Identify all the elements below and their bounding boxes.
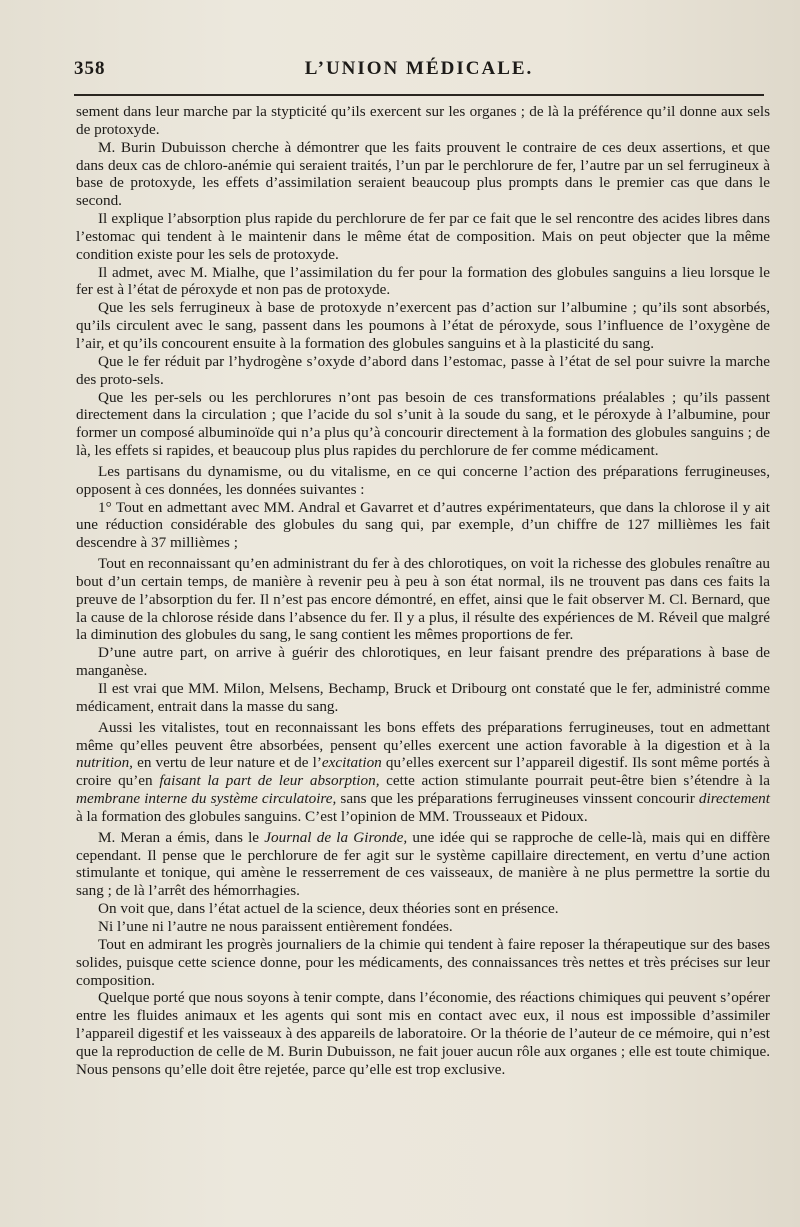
paragraph: [76, 389, 770, 460]
paragraph-text: Ni l’une ni l’autre ne nous paraissent entièrement fondées.: [98, 917, 453, 935]
paragraph: [76, 353, 770, 389]
italic-text: Journal de la Gironde,: [264, 828, 408, 846]
italic-text: faisant la part de leur absorption,: [159, 772, 380, 790]
paragraph: [76, 829, 770, 900]
paragraph-text: Tout en reconnaissant qu’en administrant du fer à des chlorotiques, on voit la richesse des globules renaître au bout d’un certain temps, de manière à revenir peu à peu à son état normal, ils ne trouvent pas dans ces faits la preuve de l’absorption du fer. Il n’est pas encore démontré, en effet, ainsi que le fait observer M. Cl. Bernard, que la cause de la chlorose réside dans l’absence du fer. Il y a plus, il résulte des expériences de M. Réveil que malgré la diminution des globules du sang, le sang contient les mêmes proportions de fer.: [76, 555, 770, 644]
paragraph: [76, 499, 770, 553]
paragraph-text: Il admet, avec M. Mialhe, que l’assimilation du fer pour la formation des globules sanguins a lieu lorsque le fer est à l’état de péroxyde et non pas de protoxyde.: [76, 263, 770, 299]
paragraph-text: sans que les préparations ferrugineuses vinssent concourir: [336, 790, 699, 808]
paragraph: [76, 299, 770, 353]
paragraph: [76, 989, 770, 1078]
body-text: [76, 103, 770, 1079]
paragraph-text: 1° Tout en admettant avec MM. Andral et Gavarret et d’autres expérimentateurs, que dans la chlorose il y ait une réduction considérable des globules du sang qui, par exemple, d’un chiffre de 127 millièmes les fait descendre à 37 millièmes ;: [76, 498, 770, 552]
paragraph-text: M. Meran a émis, dans le: [98, 828, 265, 846]
paragraph: [76, 644, 770, 680]
paragraph: [76, 264, 770, 300]
italic-text: excitation: [321, 754, 382, 772]
running-title: L’UNION MÉDICALE.: [304, 58, 534, 79]
paragraph-text: Aussi les vitalistes, tout en reconnaissant les bons effets des préparations ferrugineuses, tout en admettant même qu’elles peuvent être absorbées, pensent qu’elles exercent une action favorable à la digestion et à la: [76, 718, 770, 754]
paragraph-text: une idée qui se rapproche de celle-là, mais qui en diffère cependant. Il pense que le perchlorure de fer agit sur le système capillaire directement, en vertu d’une action stimulante et tonique, qui amène le resserrement de ces vaisseaux, de manière à ne plus permettre la sortie du sang ; de là l’arrêt des hémorrhagies.: [76, 828, 770, 900]
paragraph: [76, 719, 770, 826]
paragraph: [76, 139, 770, 210]
paragraph-text: qu’elles exercent sur l’appareil digestif. Ils sont même portés à croire qu’en: [76, 754, 770, 790]
paragraph-text: Que les per-sels ou les perchlorures n’ont pas besoin de ces transformations préalables ; qu’ils passent directement dans la circulation ; que l’acide du sol s’unit à la soude du sang, et le péroxyde à l’albumine, pour former un composé albuminoïde qui n’a plus qu’à concourir directement à la formation des globules sanguins ; de là, les effets si rapides, et beaucoup plus plus rapides du perchlorure de fer comme médicament.: [76, 388, 770, 460]
paragraph-text: sement dans leur marche par la stypticité qu’ils exercent sur les organes ; de là la préférence qu’il donne aux sels de protoxyde.: [76, 103, 770, 138]
paragraph: [76, 103, 770, 139]
paragraph-text: Tout en admirant les progrès journaliers de la chimie qui tendent à faire reposer la thérapeutique sur des bases solides, puisque cette science donne, pour les médicaments, des connaissances très nettes et très précises sur leur composition.: [76, 935, 770, 989]
paragraph: [76, 680, 770, 716]
page-header: [74, 58, 764, 88]
paragraph: [76, 918, 770, 936]
paragraph-text: On voit que, dans l’état actuel de la science, deux théories sont en présence.: [98, 900, 559, 918]
paragraph-text: Il explique l’absorption plus rapide du perchlorure de fer par ce fait que le sel rencontre des acides libres dans l’estomac qui tendent à le maintenir dans le même état de composition. Mais on peut objecter que la même condition existe pour les sels de protoxyde.: [76, 210, 770, 263]
header-rule: [74, 94, 764, 96]
paragraph-text: Que les sels ferrugineux à base de protoxyde n’exercent pas d’action sur l’albumine ; qu’ils sont absorbés, qu’ils circulent avec le sang, passent dans les poumons à l’état de péroxyde, sous l’influence de l’oxygène de l’air, et qu’ils concourent ensuite à la formation des globules sanguins et à la plasticité du sang.: [76, 299, 770, 352]
paragraph: [76, 210, 770, 264]
italic-text: nutrition,: [76, 754, 133, 772]
paragraph-text: cette action stimulante pourrait peut-être bien s’étendre à la: [379, 772, 770, 790]
paragraph: [76, 900, 770, 918]
paragraph-text: D’une autre part, on arrive à guérir des chlorotiques, en leur faisant prendre des préparations à base de manganèse.: [76, 644, 770, 680]
paragraph-text: à la formation des globules sanguins. C’est l’opinion de MM. Trousseaux et Pidoux.: [76, 807, 588, 825]
italic-text: directement: [698, 790, 770, 808]
paragraph-text: Quelque porté que nous soyons à tenir compte, dans l’économie, des réactions chimiques qui peuvent s’opérer entre les fluides animaux et les agents qui sont mis en contact avec eux, il nous est impossible d’assimiler l’appareil digestif et les vaisseaux à des appareils de laboratoire. Or la théorie de l’auteur de ce mémoire, qui n’est que la reproduction de celle de M. Burin Dubuisson, ne fait jouer aucun rôle aux organes ; elle est toute chimique. Nous pensons qu’elle doit être rejetée, parce qu’elle est trop exclusive.: [76, 989, 770, 1078]
paragraph-text: M. Burin Dubuisson cherche à démontrer que les faits prouvent le contraire de ces deux assertions, et que dans deux cas de chloro-anémie qui seraient traités, l’un par le perchlorure de fer, l’autre par un sel ferrugineux à base de protoxyde, les effets d’assimilation seraient beaucoup plus prompts dans le premier cas que dans le second.: [76, 138, 770, 210]
paragraph-text: Il est vrai que MM. Milon, Melsens, Bechamp, Bruck et Dribourg ont constaté que le fer, administré comme médicament, entrait dans la masse du sang.: [76, 680, 770, 715]
paragraph: [76, 936, 770, 990]
paragraph-text: Que le fer réduit par l’hydrogène s’oxyde d’abord dans l’estomac, passe à l’état de sel pour suivre la marche des proto-sels.: [76, 352, 770, 388]
paragraph: [76, 555, 770, 644]
paragraph: [76, 463, 770, 499]
paragraph-text: en vertu de leur nature et de l’: [132, 754, 322, 772]
paragraph-text: Les partisans du dynamisme, ou du vitalisme, en ce qui concerne l’action des préparations ferrugineuses, opposent à ces données, les données suivantes :: [76, 462, 770, 498]
italic-text: membrane interne du système circulatoire,: [76, 790, 337, 808]
page-number: 358: [74, 58, 106, 79]
